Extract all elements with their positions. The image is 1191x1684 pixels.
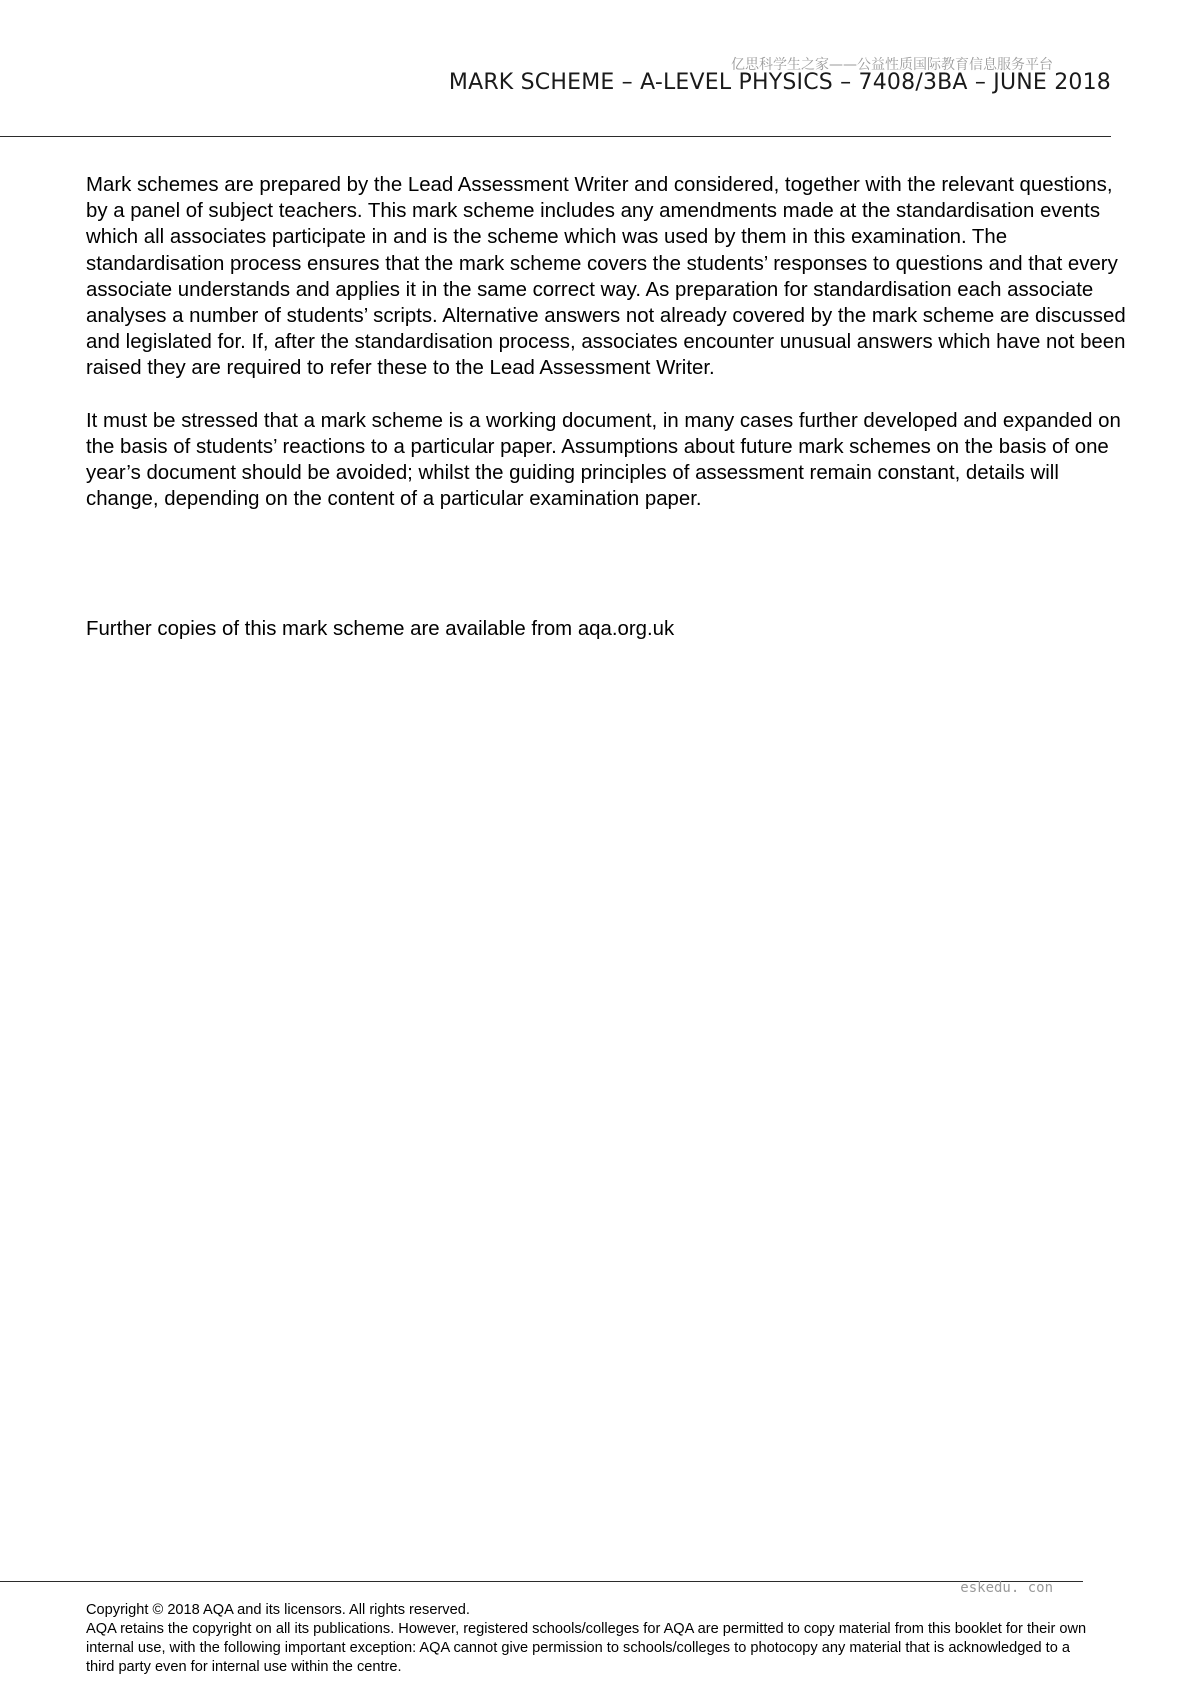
main-content — [86, 172, 1126, 512]
footer-watermark: eskedu. con — [960, 1580, 1053, 1596]
header-divider — [0, 136, 1111, 137]
copyright-notice: AQA retains the copyright on all its publications. However, registered schools/colleges for AQA are permitted to copy material from this booklet for their own internal use, with the following important exception: AQA cannot give permission to schools/colleges to photocopy any material that is acknowledged to a third party even for internal use within the centre. — [86, 1621, 1087, 1675]
intro-paragraph: Mark schemes are prepared by the Lead Assessment Writer and considered, together with the relevant questions, by a panel of subject teachers. This mark scheme includes any amendments made at the standardisation events which all associates participate in and is the scheme which was used by them in this examination. The standardisation process ensures that the mark scheme covers the students’ responses to questions and that every associate understands and applies it in the same correct way. As preparation for standardisation each associate analyses a number of students’ scripts. Alternative answers not already covered by the mark scheme are discussed and legislated for. If, after the standardisation process, associates encounter unusual answers which have not been raised they are required to refer these to the Lead Assessment Writer. — [86, 174, 1126, 380]
header-watermark: 亿思科学生之家——公益性质国际教育信息服务平台 — [731, 57, 1053, 73]
copyright-line: Copyright © 2018 AQA and its licensors. All rights reserved. — [86, 1602, 470, 1618]
footer-divider — [0, 1581, 1083, 1582]
working-document-paragraph: It must be stressed that a mark scheme is a working document, in many cases further developed and expanded on the basis of students’ reactions to a particular paper. Assumptions about future mark schemes on the basis of one year’s document should be avoided; whilst the guiding principles of assessment remain constant, details will change, depending on the content of a particular examination paper. — [86, 409, 1121, 511]
page-header-title: MARK SCHEME – A-LEVEL PHYSICS – 7408/3BA – JUNE 2018 — [448, 70, 1111, 95]
further-copies-text: Further copies of this mark scheme are available from aqa.org.uk — [86, 618, 675, 640]
footer — [86, 1601, 1096, 1677]
